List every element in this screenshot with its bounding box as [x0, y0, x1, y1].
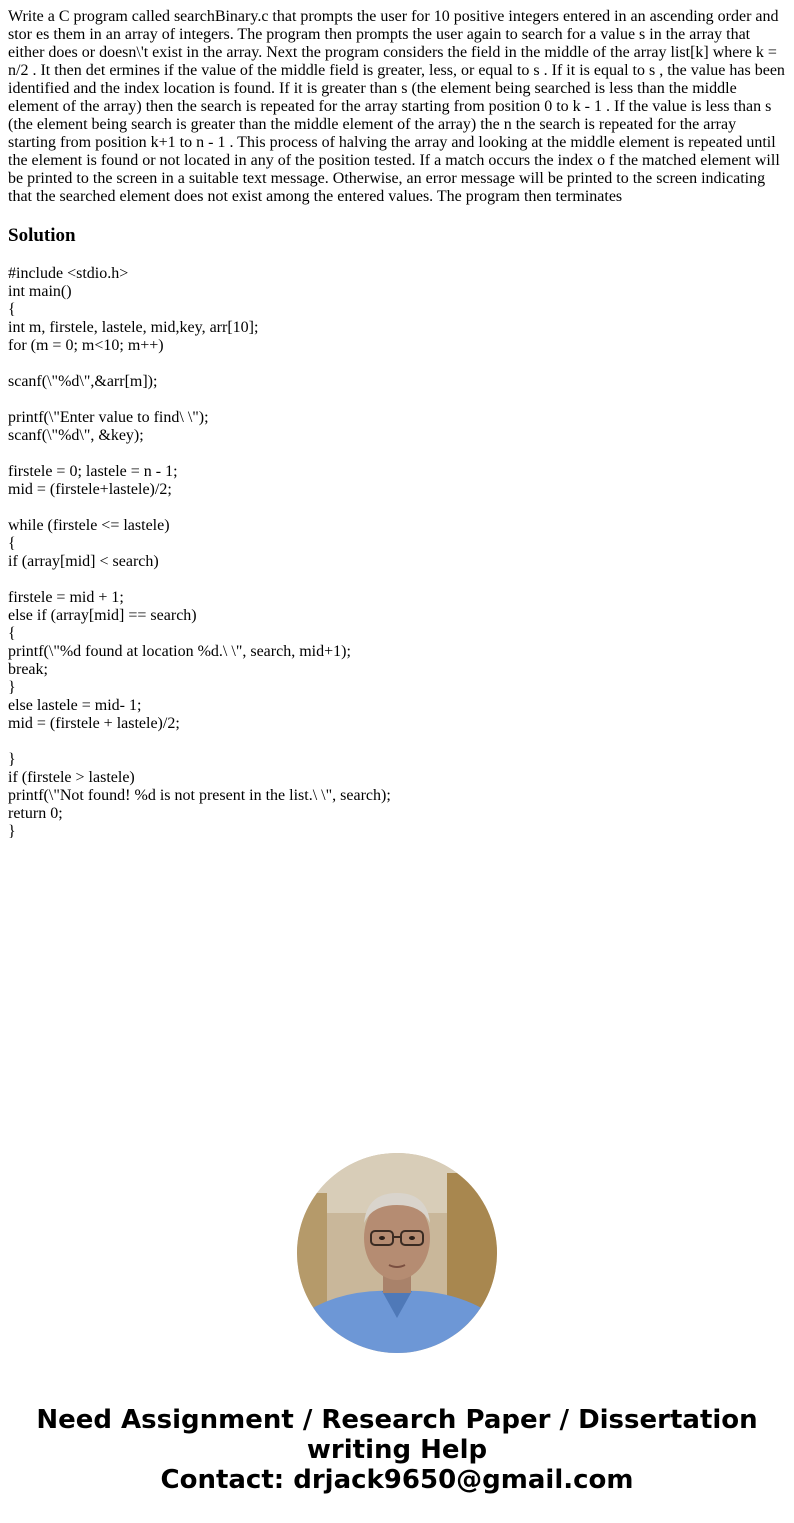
- author-avatar: [297, 1153, 497, 1353]
- author-photo-illustration: [297, 1153, 497, 1353]
- solution-heading: Solution: [8, 225, 76, 246]
- solution-code: #include <stdio.h> int main() { int m, firstele, lastele, mid,key, arr[10]; for (m = 0; m<10; m++) scanf(\"%d\",&arr[m]); printf(\"Enter value to find\ \"); scanf(\"%d\", &key); firstele = 0; lastele = n - 1; mid = (firstele+lastele)/2; while (firstele <= lastele) { if (array[mid] < search) firstele = mid + 1; else if (array[mid] == search) { printf(\"%d found at location %d.\ \", search, mid+1); break; } else lastele = mid- 1; mid = (firstele + lastele)/2; } if (firstele > lastele) printf(\"Not found! %d is not present in the list.\ \", search); return 0; }: [8, 265, 391, 840]
- question-text: Write a C program called searchBinary.c that prompts the user for 10 positive integers entered in an ascending order and stor es them in an array of integers. The program then prompts the user again to search for a value s in the array that either does or doesn\'t exist in the array. Next the program considers the field in the middle of the array list[k] where k = n/2 . It then det ermines if the value of the middle field is greater, less, or equal to s . If it is equal to s , the value has been identified and the index location is found. If it is greater than s (the element being searched is less than the middle element of the array) then the search is repeated for the array starting from position 0 to k - 1 . If the value is less than s (the element being search is greater than the middle element of the array) the n the search is repeated for the array starting from position k+1 to n - 1 . This process of halving the array and looking at the middle element is repeated until the element is found or not located in any of the position tested. If a match occurs the index o f the matched element will be printed to the screen in a suitable text message. Otherwise, an error message will be printed to the screen indicating that the searched element does not exist among the entered values. The program then terminates: [8, 8, 785, 205]
- promo-line-1: Need Assignment / Research Paper / Dissertation: [36, 1405, 758, 1435]
- promo-banner: [0, 1405, 794, 1495]
- promo-contact: Contact: drjack9650@gmail.com: [160, 1465, 634, 1495]
- promo-line-2: writing Help: [306, 1435, 488, 1465]
